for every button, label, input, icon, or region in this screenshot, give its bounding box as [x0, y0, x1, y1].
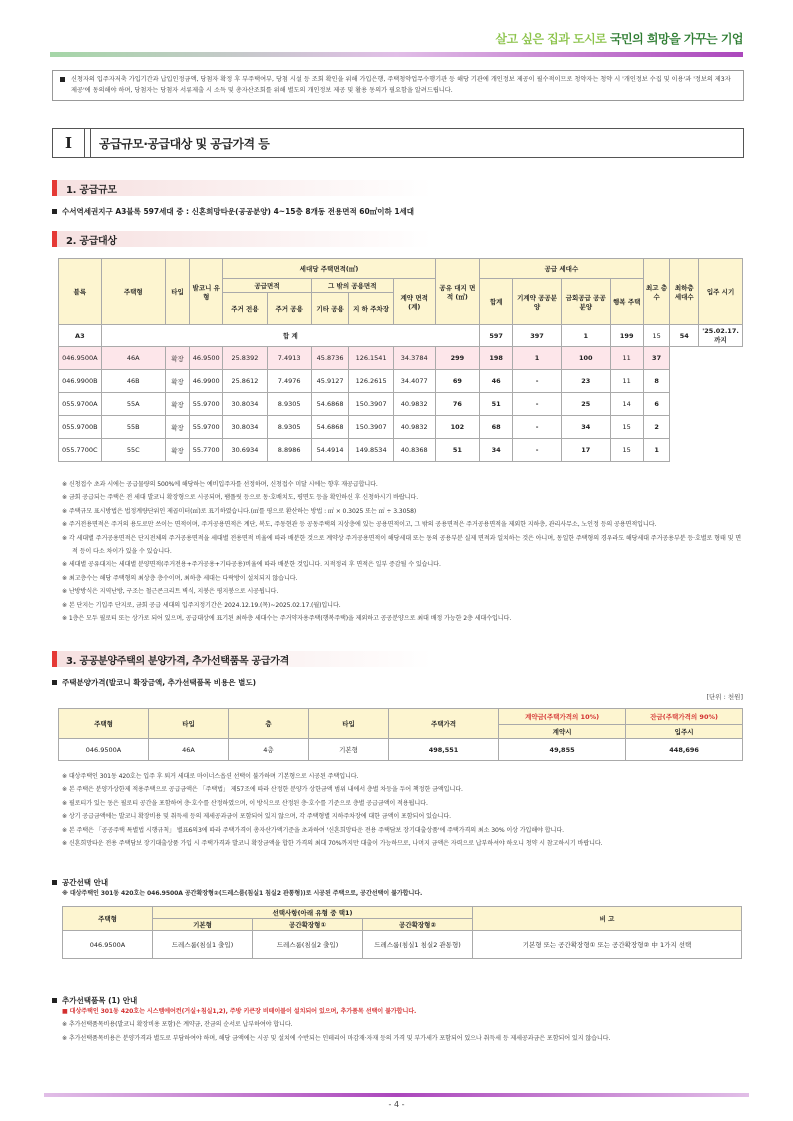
th-exclusive: 주거 전용: [223, 293, 267, 325]
supply-scale-line: [52, 206, 414, 217]
supply-cell: 확장: [165, 393, 189, 416]
note: ※ 1층은 모두 필로티 또는 상가로 되어 있으며, 공급대상에 표기된 최하층 세대수는 주거약자용주택(행복주택)을 제외하고 공공분양으로 최대 배정 가능한 2층 세대수입니다.: [62, 615, 512, 623]
supply-cell: 046.9900B: [59, 370, 102, 393]
unit-label: [단위 : 천원]: [706, 693, 743, 701]
th-min-floor: 최하층 세대수: [670, 259, 699, 325]
supply-cell: 54.6868: [311, 393, 349, 416]
th-etc-common: 기타 공용: [311, 293, 349, 325]
supply-row: [59, 393, 743, 416]
supply-cell: 30.8034: [223, 393, 267, 416]
supply-cell: 8.9305: [267, 416, 311, 439]
price-row: [59, 739, 743, 761]
supply-cell: 55A: [101, 393, 165, 416]
supply-cell: 46.9900: [190, 370, 223, 393]
chapter-title: 공급규모·공급대상 및 공급가격 등: [99, 136, 270, 151]
sum-fin: 1: [561, 325, 610, 347]
th-move-in: 입주 시기: [699, 259, 743, 325]
note: ※ 본 단지는 기입주 단지로, 금회 공급 세대의 입주지정기간은 2024.12.19.(목)~2025.02.17.(월)입니다.: [62, 601, 341, 609]
section-3-heading: [52, 651, 744, 667]
supply-cell: 2: [643, 416, 670, 439]
pth-deposit: 계약금(주택가격의 10%): [499, 709, 626, 725]
supply-cell: -: [513, 416, 562, 439]
note: ※ 본 주택은 분양가상한제 적용주택으로 공급금액은 「주택법」 제57조에 따라 산정한 분양가 상한금액 범위 내에서 층별 차등을 두어 책정한 금액입니다.: [62, 786, 463, 794]
s-type: 046.9500A: [63, 931, 153, 959]
supply-cell: 46A: [101, 347, 165, 370]
th-max-floor: 최고 층수: [643, 259, 670, 325]
th-this-supply: 금회공급 공공분양: [561, 279, 610, 325]
th-happy-house: 행복 주택: [610, 279, 643, 325]
note: ※ 대상주택인 301동 420호는 입주 후 퇴거 세대로 마이너스옵션 선택이 불가하며 기본형으로 시공된 주택입니다.: [62, 773, 359, 780]
supply-cell: 25.8612: [223, 370, 267, 393]
section-1-title: 1. 공급규모: [66, 184, 117, 196]
pth-price: 주택가격: [389, 709, 499, 739]
supply-cell: 55.7700: [190, 439, 223, 462]
p-type: 046.9500A: [59, 739, 149, 761]
section-2-heading: [52, 231, 744, 247]
notice-box: [52, 70, 744, 101]
price-subtitle: [52, 677, 256, 688]
supply-cell: 51: [480, 393, 513, 416]
sum-label: 합 계: [101, 325, 479, 347]
supply-cell: 55B: [101, 416, 165, 439]
pth-ta: 타입: [149, 709, 229, 739]
space-note-text: ※ 대상주택인 301동 420호는 046.9500A 공간확장형②(드레스룸(침실1 침실2 관통형))로 시공된 주택으로, 공간선택이 불가합니다.: [62, 890, 423, 897]
th-supply-area: 공급면적: [223, 279, 312, 293]
note: ※ 주택규모 표시방법은 법정계량단위인 제곱미터(㎡)로 표기하였습니다.(㎡를 평으로 환산하는 방법 : ㎡ × 0.3025 또는 ㎡ ÷ 3.3058): [62, 507, 417, 515]
th-contract-area: 계약 면적 (계): [393, 279, 435, 325]
sth-ext2: 공간확장형②: [363, 919, 473, 931]
sth-options: 선택사항(아래 유형 중 택1): [153, 907, 473, 919]
sum-min: 54: [670, 325, 699, 347]
th-ta: 타입: [165, 259, 189, 325]
notice-text: 신청자의 입주자저축 가입기간과 납입인정금액, 당첨자 확정 후 부주택여부, 당첨 시설 등 조회 확인을 위해 가입은행, 주택청약업무수행기관 등 해당 기관에 개인정보 제공이 필수적이므로 청약자는 청약 시 '개인정보 수집 및 이용'과 '정보의 제3자 제공'에 동의해야 하며, 당첨자는 당첨자 서류제출 시 소득 및 총자산조회를 위해 별도의 개인정보 제공 및 활용 동의가 필요함을 알려드립니다.: [71, 76, 731, 94]
th-units: 공급 세대수: [480, 259, 644, 279]
supply-cell: 126.1541: [349, 347, 393, 370]
pth-deposit-sub: 계약시: [499, 725, 626, 739]
supply-row: [59, 439, 743, 462]
th-prev-contract: 기계약 공공분양: [513, 279, 562, 325]
p-floor: 4층: [229, 739, 309, 761]
note: ※ 각 세대별 주거공용면적은 단지전체의 주거공용면적을 세대별 전용면적 비율에 따라 배분한 것으로 계약상 주거공용면적이 해당세대 또는 동의 공용부분 실제 면적과 일치하는 것은 아니며, 동일한 주택형의 경우라도 해당세대 주거공용부분 등·호별로 형태 및 면적 등이 다소 차이가 있을 수 있습니다.: [62, 534, 742, 556]
supply-cell: 45.8736: [311, 347, 349, 370]
supply-cell: 25: [561, 393, 610, 416]
sum-max: 15: [643, 325, 670, 347]
supply-scale-text: 수서역세권지구 A3블록 597세대 중 : 신혼희망타운(공공분양) 4~15층 8개동 전용면적 60㎡이하 1세대: [62, 207, 415, 216]
p-deposit: 49,855: [499, 739, 626, 761]
block-cell: A3: [59, 325, 102, 347]
supply-cell: 46.9500: [190, 347, 223, 370]
supply-cell: 34: [561, 416, 610, 439]
supply-cell: 45.9127: [311, 370, 349, 393]
supply-cell: 055.9700B: [59, 416, 102, 439]
supply-cell: 17: [561, 439, 610, 462]
supply-cell: 30.8034: [223, 416, 267, 439]
supply-cell: 34.3784: [393, 347, 435, 370]
move-in-period: '25.02.17. 까지: [699, 325, 743, 347]
sth-memo: 비 고: [473, 907, 742, 931]
note: ※ 난방방식은 지역난방, 구조는 철근콘크리트 벽식, 지붕은 평지붕으로 시공됩니다.: [62, 588, 279, 596]
space-title: 공간선택 안내: [62, 878, 109, 887]
supply-cell: 확장: [165, 370, 189, 393]
pth-balance: 잔금(주택가격의 90%): [626, 709, 743, 725]
space-table: [62, 906, 742, 959]
th-block: 블록: [59, 259, 102, 325]
page-number: - 4 -: [388, 1100, 405, 1109]
s-basic: 드레스룸(침실1 출입): [153, 931, 253, 959]
supply-cell: 14: [610, 393, 643, 416]
supply-notes: [62, 478, 742, 625]
supply-cell: 11: [610, 370, 643, 393]
supply-cell: 15: [610, 416, 643, 439]
note: ※ 추가선택품목비용(발코니 확장비용 포함)은 계약금, 잔금의 순서로 납부하여야 합니다.: [62, 1021, 293, 1029]
th-other-area: 그 밖의 공용면적: [311, 279, 393, 293]
s-ext1: 드레스룸(침실2 출입): [253, 931, 363, 959]
supply-row: [59, 370, 743, 393]
slogan: [495, 30, 743, 47]
th-area: 세대당 주택면적(㎡): [223, 259, 435, 279]
th-land: 공유 대지 면적 (㎡): [435, 259, 479, 325]
supply-cell: 100: [561, 347, 610, 370]
sth-type: 주택형: [63, 907, 153, 931]
supply-cell: 102: [435, 416, 479, 439]
slogan-part-2: 국민의 희망을 가꾸는 기업: [609, 32, 743, 46]
note: ※ 추가선택품목비용은 분양가격과 별도로 부담하여야 하며, 해당 금액에는 시공 및 설치에 수반되는 인테리어 마감재·자재 등의 가격 및 부가세가 포함되어 있으나 취득세 등 제세공과금은 포함되어 있지 않습니다.: [62, 1034, 611, 1042]
supply-cell: -: [513, 439, 562, 462]
pth-type: 주택형: [59, 709, 149, 739]
supply-cell: 46B: [101, 370, 165, 393]
sth-ext1: 공간확장형①: [253, 919, 363, 931]
supply-cell: 198: [480, 347, 513, 370]
note: ※ 최고층수는 해당 주택형의 최상층 층수이며, 최하층 세대는 다락방이 설치되지 않습니다.: [62, 574, 298, 582]
section-3-title: 3. 공공분양주택의 분양가격, 추가선택품목 공급가격: [66, 655, 289, 667]
sum-gen: 397: [513, 325, 562, 347]
supply-cell: 34: [480, 439, 513, 462]
supply-row: [59, 347, 743, 370]
s-memo: 기본형 또는 공간확장형① 또는 공간확장형② 中 1가지 선택: [473, 931, 742, 959]
supply-cell: 69: [435, 370, 479, 393]
sum-row: [59, 325, 743, 347]
supply-cell: 68: [480, 416, 513, 439]
supply-cell: 55.9700: [190, 416, 223, 439]
section-2-title: 2. 공급대상: [66, 235, 117, 247]
supply-cell: 1: [513, 347, 562, 370]
note: ※ 필로티가 있는 동은 필로티 공간을 포함하여 층·호수를 산정하였으며, 이 방식으로 산정된 층·호수를 기준으로 층별 공급금액이 적용됩니다.: [62, 799, 428, 807]
supply-cell: 확장: [165, 347, 189, 370]
supply-cell: 055.9700A: [59, 393, 102, 416]
supply-cell: 150.3907: [349, 393, 393, 416]
supply-cell: -: [513, 393, 562, 416]
note: ■ 대상주택인 301동 420호는 시스템에어컨(거실+침실1,2), 주방 키큰장 비테이블이 설치되어 있으며, 추가품목 선택이 불가합니다.: [62, 1008, 417, 1015]
supply-cell: 11: [610, 347, 643, 370]
note: ※ 주거전용면적은 주거의 용도로만 쓰이는 면적이며, 주거공용면적은 계단, 복도, 주동현관 등 공동주택의 지상층에 있는 공용면적이고, 그 밖의 공용면적은 주거공용면적을 제외한 지하층, 관리사무소, 노인정 등의 공용면적입니다.: [62, 521, 657, 529]
note: ※ 세대별 공유대지는 세대별 분양면적(주거전용+주거공용+기타공용)비율에 따라 배분한 것입니다. 지적정리 후 면적은 일부 증감될 수 있습니다.: [62, 561, 441, 569]
supply-cell: 40.9832: [393, 393, 435, 416]
supply-cell: 확장: [165, 439, 189, 462]
pth-balance-sub: 입주시: [626, 725, 743, 739]
supply-cell: 1: [643, 439, 670, 462]
supply-cell: 46: [480, 370, 513, 393]
th-type: 주택형: [101, 259, 165, 325]
supply-cell: 8: [643, 370, 670, 393]
supply-cell: 37: [643, 347, 670, 370]
supply-cell: 40.8368: [393, 439, 435, 462]
p-tp: 기본형: [309, 739, 389, 761]
supply-target-table: [58, 258, 743, 462]
supply-cell: 6: [643, 393, 670, 416]
supply-cell: 확장: [165, 416, 189, 439]
sum-total: 597: [480, 325, 513, 347]
supply-cell: 8.9305: [267, 393, 311, 416]
supply-cell: 54.6868: [311, 416, 349, 439]
chapter-heading: [52, 128, 744, 158]
supply-cell: 299: [435, 347, 479, 370]
price-subtitle-text: 주택분양가격(발코니 확장금액, 추가선택품목 비용은 별도): [62, 678, 257, 687]
supply-cell: 046.9500A: [59, 347, 102, 370]
p-balance: 448,696: [626, 739, 743, 761]
note: ※ 신혼희망타운 전용 주택담보 장기대출상품 가입 시 주택가격과 발코니 확장금액을 합한 가격의 최대 70%까지만 대출이 가능하므로, 나머지 금액은 자력으로 납부하셔야 하오니 청약 시 참고하시기 바랍니다.: [62, 840, 603, 848]
supply-cell: 54.4914: [311, 439, 349, 462]
supply-cell: 40.9832: [393, 416, 435, 439]
sum-happy: 199: [610, 325, 643, 347]
supply-cell: 126.2615: [349, 370, 393, 393]
supply-cell: 15: [610, 439, 643, 462]
slogan-part-1: 살고 싶은 집과 도시로: [495, 32, 607, 46]
price-table: [58, 708, 743, 761]
supply-cell: 55.9700: [190, 393, 223, 416]
th-total: 합계: [480, 279, 513, 325]
th-balcony: 발코니 유형: [190, 259, 223, 325]
section-1-heading: [52, 180, 744, 196]
supply-cell: 055.7700C: [59, 439, 102, 462]
supply-cell: 23: [561, 370, 610, 393]
note: ※ 본 주택은 「공공주택 특별법 시행규칙」 별표6의3에 따라 주택가격이 총자산가액기준을 초과하여 '신혼희망타운 전용 주택담보 장기대출상품'에 주택가격의 최소 30% 이상 가입해야 합니다.: [62, 826, 564, 834]
pth-tp: 타입: [309, 709, 389, 739]
note: ※ 상기 공급금액에는 발코니 확장비용 및 취득세 등의 제세공과금이 포함되어 있지 않으며, 각 주택형별 지하주차장에 대한 금액이 포함되어 있습니다.: [62, 813, 451, 821]
sth-basic: 기본형: [153, 919, 253, 931]
p-price: 498,551: [389, 739, 499, 761]
supply-cell: 7.4913: [267, 347, 311, 370]
bottom-decor-bar: [44, 1093, 749, 1097]
supply-cell: 7.4976: [267, 370, 311, 393]
th-parking: 지 하 주차장: [349, 293, 393, 325]
supply-cell: 76: [435, 393, 479, 416]
extra-title: 추가선택품목 (1) 안내: [62, 996, 138, 1005]
supply-cell: 51: [435, 439, 479, 462]
supply-cell: 25.8392: [223, 347, 267, 370]
extra-notes: [62, 1005, 742, 1045]
supply-cell: 8.8986: [267, 439, 311, 462]
pth-floor: 층: [229, 709, 309, 739]
supply-row: [59, 416, 743, 439]
supply-cell: 149.8534: [349, 439, 393, 462]
supply-cell: 150.3907: [349, 416, 393, 439]
s-ext2: 드레스룸(침실1 침실2 관통형): [363, 931, 473, 959]
p-ta: 46A: [149, 739, 229, 761]
space-note: [62, 887, 742, 900]
note: ※ 금회 공급되는 주택은 전 세대 발코니 확장형으로 시공되며, 팸플릿 등으로 동·호배치도, 평면도 등을 확인하신 후 신청하시기 바랍니다.: [62, 494, 419, 502]
supply-cell: -: [513, 370, 562, 393]
price-notes: [62, 770, 742, 850]
supply-cell: 55C: [101, 439, 165, 462]
note: ※ 신청접수 초과 시에는 공급물량의 500%에 해당하는 예비입주자를 선정하며, 신청접수 미달 시에는 향후 재공급합니다.: [62, 481, 378, 488]
th-common: 주거 공용: [267, 293, 311, 325]
supply-cell: 34.4077: [393, 370, 435, 393]
top-decor-bar: [50, 52, 743, 57]
chapter-number: Ⅰ: [53, 129, 85, 157]
supply-cell: 30.6934: [223, 439, 267, 462]
